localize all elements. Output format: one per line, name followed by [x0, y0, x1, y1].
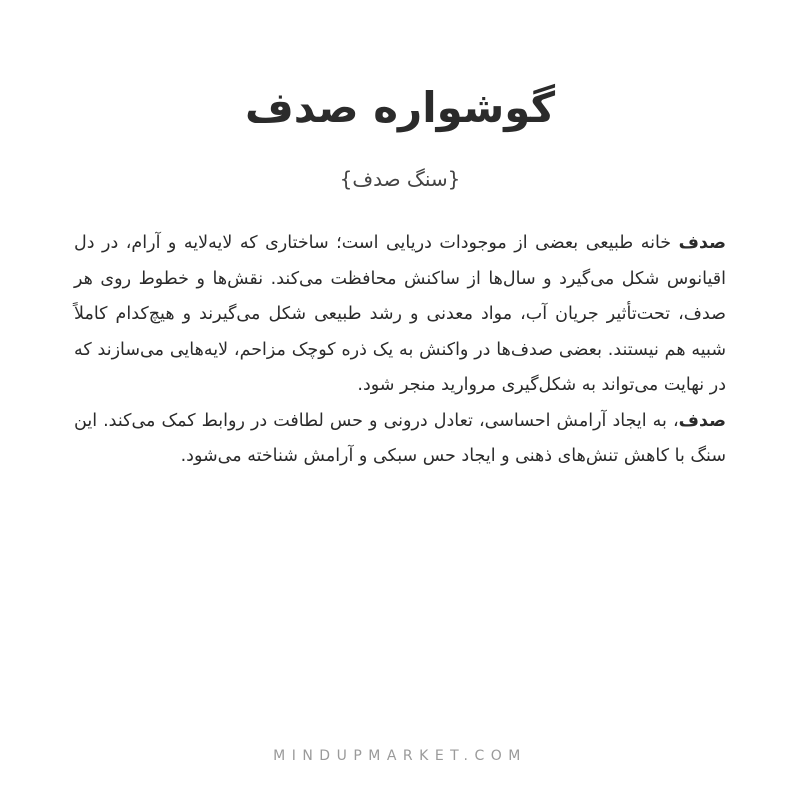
page-title: گوشواره صدف: [244, 83, 556, 132]
description-paragraph-1: [74, 226, 726, 404]
description-body: [74, 226, 726, 475]
description-paragraph-2: [74, 404, 726, 475]
paragraph-lead-term: صدف: [678, 410, 726, 431]
page-subtitle: {سنگ صدف}: [339, 167, 461, 191]
paragraph-text: ، به ایجاد آرامش احساسی، تعادل درونی و حس لطافت در روابط کمک می‌کند. این سنگ با کاهش تنش‌های ذهنی و ایجاد حس سبکی و آرامش شناخته می‌شود.: [74, 410, 726, 466]
paragraph-lead-term: صدف: [678, 233, 726, 253]
site-url-footer: MINDUPMARKET.COM: [273, 748, 527, 764]
paragraph-text: خانه طبیعی بعضی از موجودات دریایی است؛ ساختاری که لایه‌لایه و آرام، در دل اقیانوس شکل می‌گیرد و سال‌ها از ساکنش محافظت می‌کند. نقش‌ها و خطوط روی هر صدف، تحت‌تأثیر جریان آب، مواد معدنی و رشد طبیعی شکل می‌گیرند و هیچ‌کدام کاملاً شبیه هم نیستند. بعضی صدف‌ها در واکنش به یک ذره کوچک مزاحم، لایه‌هایی می‌سازند که در نهایت می‌تواند به شکل‌گیری مروارید منجر شود.: [74, 233, 726, 395]
